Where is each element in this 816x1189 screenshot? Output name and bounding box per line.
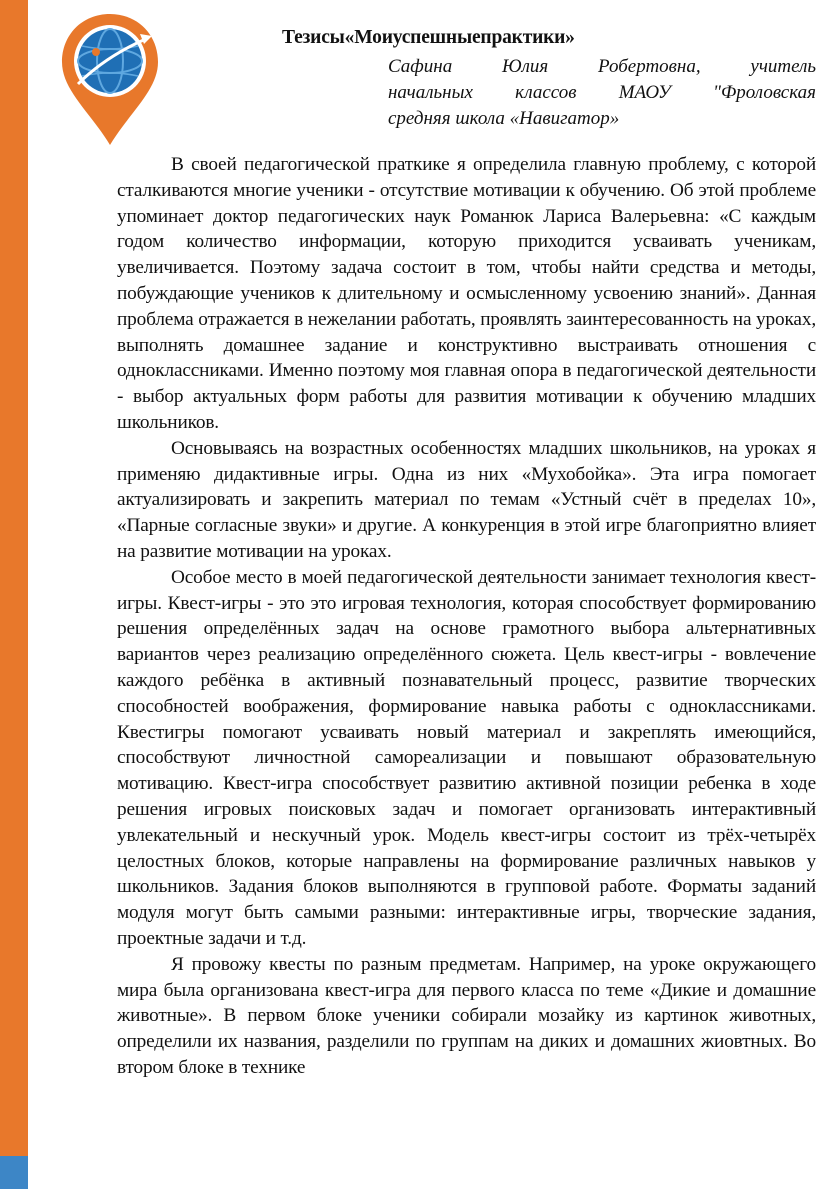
page-title: Тезисы«Моиуспешныепрактики» bbox=[282, 27, 575, 48]
navigator-globe-pin-logo bbox=[60, 12, 160, 147]
logo-graphic bbox=[60, 12, 160, 147]
paragraph: Особое место в моей педагогической деятельности занимает технология квест-игры. Квест-игры - это это игровая технология, которая способствует формированию решения определённых задач на основе грамотного выбора альтернативных вариантов через реализацию определённого сюжета. Цель квест-игры - вовлечение каждого ребёнка в активный познавательный процесс, развитие творческих способностей воображения, формирование навыка работы с одноклассниками. Квестигры помогают усваивать новый материал и закреплять имеющийся, способствуют личностной самореализации и повышают образовательную мотивацию. Квест-игра способствует развитию активной позиции ребенка в ходе решения игровых поисковых задач и помогает организовать интерактивный увлекательный и нескучный урок. Модель квест-игры состоит из трёх-четырёх целостных блоков, которые направлены на формирование различных навыков у школьников. Задания блоков выполняются в групповой работе. Форматы заданий модуля могут быть самыми разными: интерактивные игры, творческие задания, проектные задачи и т.д. bbox=[117, 566, 816, 949]
side-accent-bar-blue bbox=[0, 1156, 28, 1189]
author-block bbox=[388, 54, 816, 132]
author-line: средняя школа «Навигатор» bbox=[388, 108, 620, 129]
document-body bbox=[117, 152, 816, 1081]
author-line: начальных классов МАОУ "Фроловская bbox=[388, 82, 816, 103]
paragraph: Основываясь на возрастных особенностях младших школьников, на уроках я применяю дидактивные игры. Одна из них «Мухобойка». Эта игра помогает актуализировать и закрепить материал по темам «Устный счёт в пределах 10», «Парные согласные звуки» и другие. А конкуренция в этой игре благоприятно влияет на развитие мотивации на уроках. bbox=[117, 437, 816, 562]
paragraph: В своей педагогической праткике я определила главную проблему, с которой сталкиваются многие ученики - отсутствие мотивации к обучению. Об этой проблеме упоминает доктор педагогических наук Романюк Лариса Валерьевна: «С каждым годом количество информации, которую приходится усваивать ученикам, увеличивается. Поэтому задача состоит в том, чтобы найти средства и методы, побуждающие учеников к длительному и осмысленному усвоению знаний». Данная проблема отражается в нежелании работать, проявлять заинтересованность на уроках, выполнять домашнее задание и конструктивно выстраивать отношения с одноклассниками. Именно поэтому моя главная опора в педагогической деятельности - выбор актуальных форм работы для развития мотивации к обучению младших школьников. bbox=[117, 154, 816, 433]
side-accent-bar bbox=[0, 0, 28, 1189]
author-line: Сафина Юлия Робертовна, учитель bbox=[388, 56, 816, 77]
paragraph: Я провожу квесты по разным предметам. Например, на уроке окружающего мира была организована квест-игра для первого класса по теме «Дикие и домашние животные». В первом блоке ученики собирали мозайку из картинок животных, определили их названия, разделили по группам на диких и домашних жиовтных. Во втором блоке в технике bbox=[117, 953, 816, 1078]
